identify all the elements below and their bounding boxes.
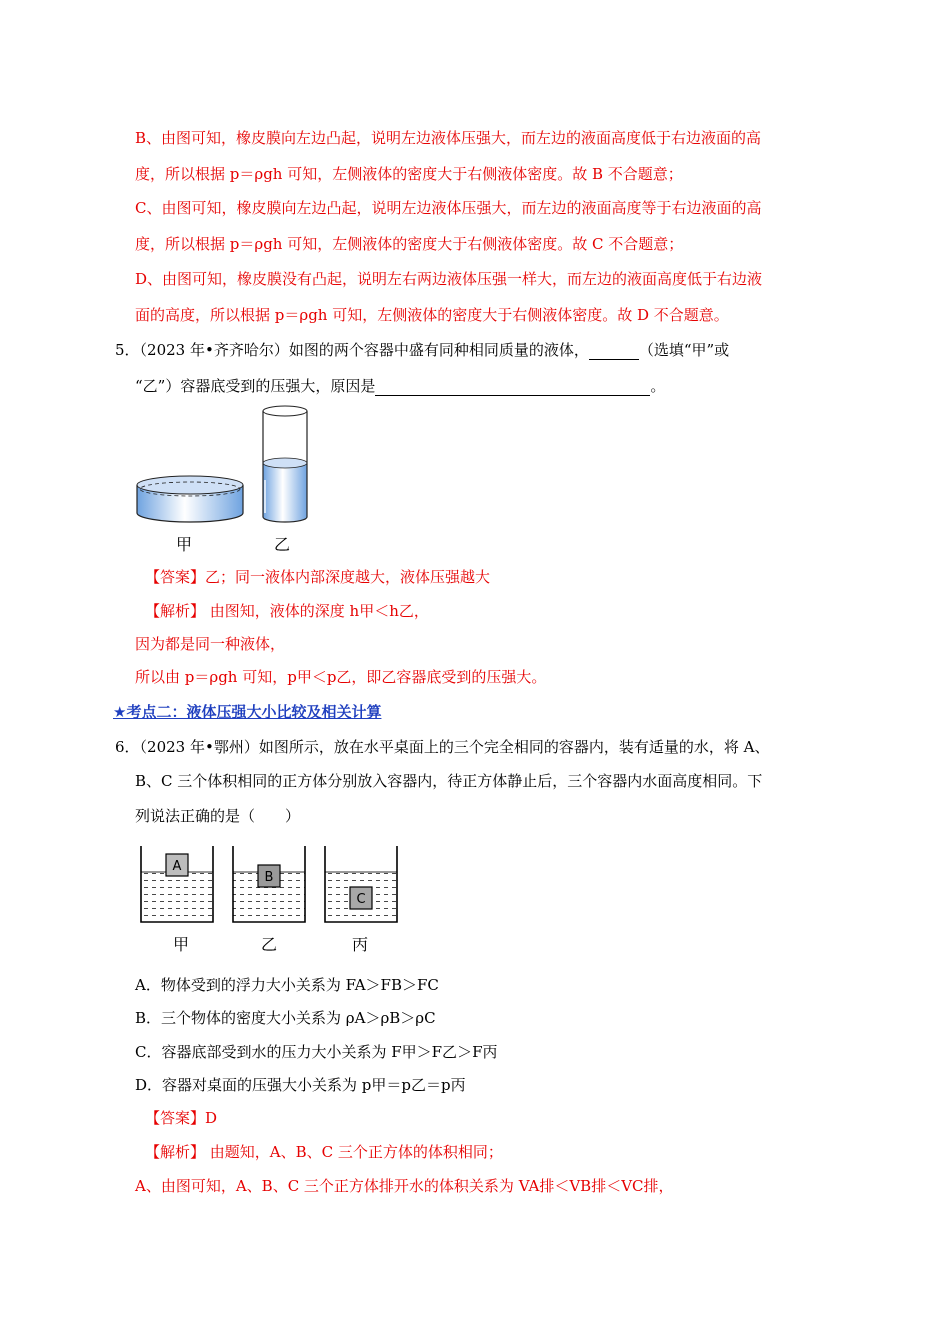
q5-stem-text-d: 。 [650,377,666,395]
q5-analysis-tag: 【解析】 [145,602,206,620]
q6-figure [135,842,410,927]
q5-blank-2[interactable] [375,379,650,396]
explain-b-line1: B、由图可知，橡皮膜向左边凸起，说明左边液体压强大，而左边的液面高度低于右边液面的高 [135,129,762,147]
cube-c-label: C [356,892,366,907]
q5-answer-text: 乙；同一液体内部深度越大，液体压强越大 [205,568,491,586]
q5-answer-tag: 【答案】 [145,568,206,586]
q6-label-yi: 乙 [261,935,278,954]
cube-a-label: A [172,859,182,874]
q5-label-yi: 乙 [274,535,291,554]
q6-stem-line2: B、C 三个体积相同的正方体分别放入容器内，待正方体静止后，三个容器内水面高度相同。下 [135,772,763,790]
q5-analysis-text1: 由图知，液体的深度 h甲＜h乙， [205,602,429,620]
container-bing-q6 [325,846,397,922]
cube-b-label: B [264,870,274,885]
q6-analysis-line2: A、由图可知，A、B、C 三个正方体排开水的体积关系为 VA排＜VB排＜VC排， [135,1177,674,1195]
q6-answer-tag: 【答案】 [145,1109,206,1127]
q6-answer-text: D [205,1109,218,1127]
q6-label-jia: 甲 [173,935,190,954]
q6-option-a: A．物体受到的浮力大小关系为 FA＞FB＞FC [135,976,439,994]
q6-stem-line1: 6．（2023 年•鄂州）如图所示，放在水平桌面上的三个完全相同的容器内，装有适量的水，将 A、 [115,738,770,756]
q6-analysis-line1 [145,1142,503,1162]
section-heading: ★考点二：液体压强大小比较及相关计算 [113,703,382,721]
q5-stem-line2 [135,376,665,396]
container-jia-q6 [141,846,213,922]
q5-analysis-line3: 所以由 p＝ρgh 可知，p甲＜p乙，即乙容器底受到的压强大。 [135,668,547,686]
q5-stem-line1 [115,340,729,360]
q5-stem-text-b: （选填“甲”或 [638,341,730,359]
q5-stem-text-a: 5．（2023 年•齐齐哈尔）如图的两个容器中盛有同种相同质量的液体， [115,341,589,359]
q6-label-bing: 丙 [352,935,369,954]
q5-label-jia: 甲 [176,535,193,554]
q6-analysis-text1: 由题知，A、B、C 三个正方体的体积相同； [205,1143,503,1161]
container-yi [263,406,307,522]
explain-c-line2: 度，所以根据 p＝ρgh 可知，左侧液体的密度大于右侧液体密度。故 C 不合题意； [135,235,684,253]
q5-figure [130,405,320,535]
q5-answer [145,567,490,587]
q5-stem-text-c: “乙”）容器底受到的压强大，原因是 [135,377,376,395]
q6-analysis-tag: 【解析】 [145,1143,206,1161]
explain-c-line1: C、由图可知，橡皮膜向左边凸起，说明左边液体压强大，而左边的液面高度等于右边液面的高 [135,199,762,217]
q5-blank-1[interactable] [589,343,639,360]
explain-d-line2: 面的高度，所以根据 p＝ρgh 可知，左侧液体的密度大于右侧液体密度。故 D 不合题意。 [135,306,729,324]
q6-answer [145,1108,217,1128]
q5-analysis-line2: 因为都是同一种液体， [135,635,286,653]
q6-stem-line3: 列说法正确的是（ ） [135,807,301,825]
explain-b-line2: 度，所以根据 p＝ρgh 可知，左侧液体的密度大于右侧液体密度。故 B 不合题意； [135,165,683,183]
q6-option-c: C．容器底部受到水的压力大小关系为 F甲＞F乙＞F丙 [135,1043,498,1061]
q6-option-d: D．容器对桌面的压强大小关系为 p甲＝p乙＝p丙 [135,1076,466,1094]
explain-d-line1: D、由图可知，橡皮膜没有凸起，说明左右两边液体压强一样大，而左边的液面高度低于右边液 [135,270,763,288]
container-jia [137,476,243,522]
container-yi-q6 [233,846,305,922]
q5-analysis-line1 [145,601,429,621]
q6-option-b: B．三个物体的密度大小关系为 ρA＞ρB＞ρC [135,1009,436,1027]
